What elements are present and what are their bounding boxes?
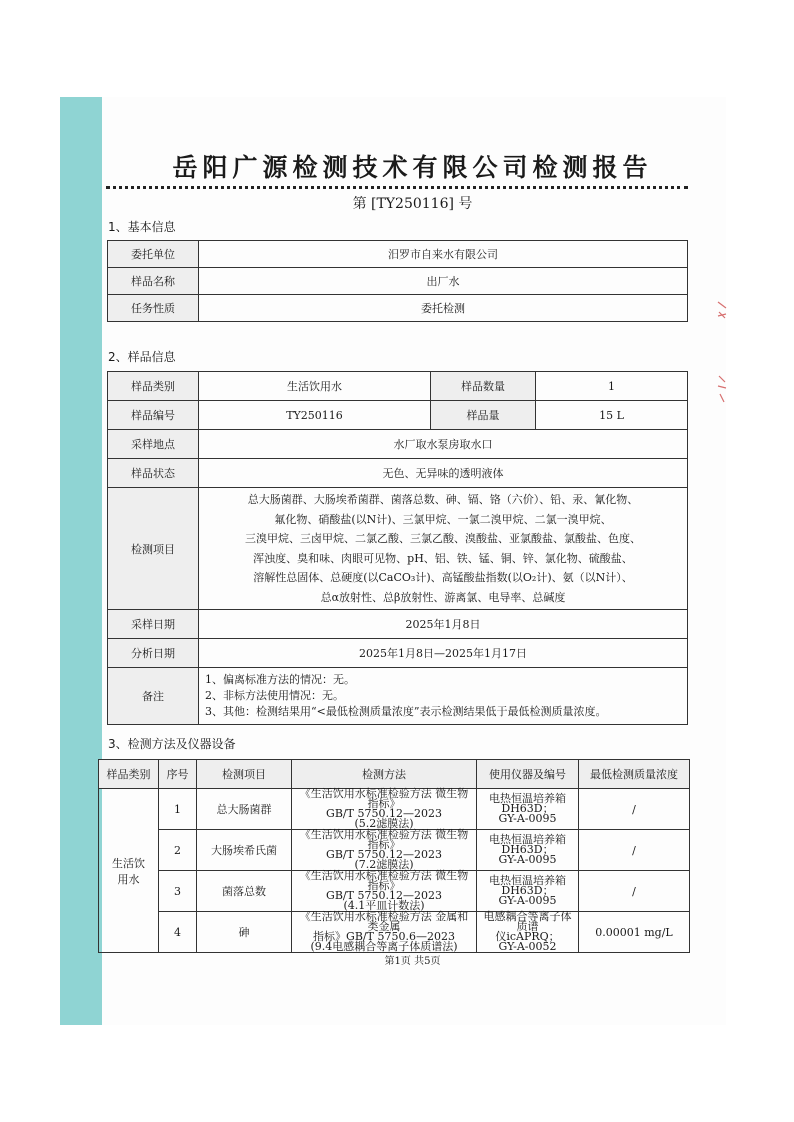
instrument-line: 电热恒温培养箱 bbox=[489, 833, 566, 846]
table-row bbox=[108, 268, 688, 295]
method-line: (5.2滤膜法) bbox=[354, 817, 414, 830]
method-line: 《生活饮用水标准检验方法 微生物指标》 bbox=[299, 787, 469, 810]
table-row bbox=[108, 372, 688, 401]
value-test-items bbox=[199, 488, 688, 610]
method-line: GB/T 5750.12—2023 bbox=[326, 848, 442, 861]
value-sample-name: 出厂水 bbox=[199, 268, 688, 295]
cell-instrument bbox=[477, 871, 579, 912]
remark-line: 3、其他：检测结果用“<最低检测质量浓度”表示检测结果低于最低检测质量浓度。 bbox=[205, 705, 607, 718]
table-row bbox=[108, 295, 688, 322]
value-sample-type: 生活饮用水 bbox=[199, 372, 431, 401]
scan-edge-strip bbox=[60, 97, 102, 1025]
table-header-row bbox=[99, 760, 690, 789]
instrument-line: 仪icAPRQ； bbox=[495, 930, 560, 943]
table-row bbox=[99, 830, 690, 871]
instrument-line: DH63D； bbox=[501, 843, 554, 856]
cell-instrument bbox=[477, 789, 579, 830]
instrument-line: GY-A-0052 bbox=[498, 940, 557, 953]
test-items-line: 氟化物、硝酸盐(以N计)、三氯甲烷、一氯二溴甲烷、二氯一溴甲烷、 bbox=[274, 512, 612, 526]
cell-no: 4 bbox=[159, 912, 197, 953]
basic-info-table bbox=[107, 240, 688, 322]
page-number: 第1页 共5页 bbox=[384, 956, 441, 967]
title-divider bbox=[106, 186, 688, 189]
col-header-category: 样品类别 bbox=[99, 760, 159, 789]
label-task-nature: 任务性质 bbox=[108, 295, 199, 322]
method-line: 指标》GB/T 5750.6—2023 bbox=[313, 930, 455, 943]
value-sample-amount: 15 L bbox=[536, 401, 688, 430]
remark-line: 2、非标方法使用情况：无。 bbox=[205, 689, 344, 702]
instrument-line: GY-A-0095 bbox=[498, 894, 557, 907]
cell-instrument bbox=[477, 912, 579, 953]
instrument-line: 电感耦合等离子体质谱 bbox=[483, 910, 572, 933]
cell-no: 3 bbox=[159, 871, 197, 912]
report-title: 岳阳广源检测技术有限公司检测报告 bbox=[172, 153, 653, 182]
value-remarks bbox=[199, 668, 688, 725]
label-sample-name: 样品名称 bbox=[108, 268, 199, 295]
section-sample-info-heading: 2、样品信息 bbox=[108, 350, 176, 364]
label-analysis-date: 分析日期 bbox=[108, 639, 199, 668]
label-sample-no: 样品编号 bbox=[108, 401, 199, 430]
section-basic-info-heading: 1、基本信息 bbox=[108, 220, 176, 234]
label-sampling-date: 采样日期 bbox=[108, 610, 199, 639]
cell-instrument bbox=[477, 830, 579, 871]
table-row bbox=[108, 430, 688, 459]
label-sample-type: 样品类别 bbox=[108, 372, 199, 401]
value-analysis-date: 2025年1月8日—2025年1月17日 bbox=[199, 639, 688, 668]
table-row bbox=[108, 610, 688, 639]
instrument-line: DH63D； bbox=[501, 802, 554, 815]
label-location: 采样地点 bbox=[108, 430, 199, 459]
value-task-nature: 委托检测 bbox=[199, 295, 688, 322]
methods-table bbox=[98, 759, 690, 953]
table-row bbox=[99, 789, 690, 830]
method-line: GB/T 5750.12—2023 bbox=[326, 889, 442, 902]
col-header-no: 序号 bbox=[159, 760, 197, 789]
value-sampling-date: 2025年1月8日 bbox=[199, 610, 688, 639]
method-line: 《生活饮用水标准检验方法 微生物指标》 bbox=[299, 869, 469, 892]
test-items-line: 溶解性总固体、总硬度(以CaCO₃计)、高锰酸盐指数(以O₂计)、氨（以N计）、 bbox=[253, 571, 633, 584]
cell-item: 砷 bbox=[197, 912, 292, 953]
col-header-instrument: 使用仪器及编号 bbox=[477, 760, 579, 789]
table-row bbox=[108, 241, 688, 268]
remark-line: 1、偏离标准方法的情况：无。 bbox=[205, 673, 355, 686]
value-sample-state: 无色、无异味的透明液体 bbox=[199, 459, 688, 488]
instrument-line: GY-A-0095 bbox=[498, 812, 557, 825]
instrument-line: 电热恒温培养箱 bbox=[489, 874, 566, 887]
instrument-line: DH63D； bbox=[501, 884, 554, 897]
method-line: 《生活饮用水标准检验方法 金属和类金属 bbox=[299, 910, 469, 933]
label-sample-amount: 样品量 bbox=[431, 401, 536, 430]
col-header-item: 检测项目 bbox=[197, 760, 292, 789]
table-row bbox=[99, 871, 690, 912]
table-row bbox=[99, 912, 690, 953]
cell-no: 2 bbox=[159, 830, 197, 871]
test-items-line: 浑浊度、臭和味、肉眼可见物、pH、铝、铁、锰、铜、锌、氯化物、硫酸盐、 bbox=[253, 551, 633, 565]
method-line: 《生活饮用水标准检验方法 微生物指标》 bbox=[299, 828, 469, 851]
method-line: (4.1平皿计数法) bbox=[343, 899, 425, 912]
sample-info-table bbox=[107, 371, 688, 725]
col-header-method: 检测方法 bbox=[292, 760, 477, 789]
test-items-line: 三溴甲烷、三卤甲烷、二氯乙酸、三氯乙酸、溴酸盐、亚氯酸盐、氯酸盐、色度、 bbox=[245, 532, 641, 545]
cell-limit: / bbox=[579, 789, 690, 830]
cell-item: 菌落总数 bbox=[197, 871, 292, 912]
value-client: 汨罗市自来水有限公司 bbox=[199, 241, 688, 268]
instrument-line: 电热恒温培养箱 bbox=[489, 792, 566, 805]
method-line: (7.2滤膜法) bbox=[354, 858, 414, 871]
instrument-line: GY-A-0095 bbox=[498, 853, 557, 866]
label-test-items: 检测项目 bbox=[108, 488, 199, 610]
cell-method bbox=[292, 871, 477, 912]
cell-item: 大肠埃希氏菌 bbox=[197, 830, 292, 871]
cell-item: 总大肠菌群 bbox=[197, 789, 292, 830]
cell-limit: 0.00001 mg/L bbox=[579, 912, 690, 953]
test-items-line: 总α放射性、总β放射性、游离氯、电导率、总碱度 bbox=[320, 590, 566, 604]
col-header-limit: 最低检测质量浓度 bbox=[579, 760, 690, 789]
label-sample-qty: 样品数量 bbox=[431, 372, 536, 401]
label-sample-state: 样品状态 bbox=[108, 459, 199, 488]
cell-method bbox=[292, 912, 477, 953]
label-remarks: 备注 bbox=[108, 668, 199, 725]
value-sample-no: TY250116 bbox=[199, 401, 431, 430]
label-client: 委托单位 bbox=[108, 241, 199, 268]
cell-no: 1 bbox=[159, 789, 197, 830]
cell-limit: / bbox=[579, 871, 690, 912]
cell-method bbox=[292, 830, 477, 871]
section-methods-heading: 3、检测方法及仪器设备 bbox=[108, 737, 236, 751]
cell-category: 生活饮用水 bbox=[99, 789, 159, 953]
seal-stamp-icon bbox=[716, 298, 728, 408]
method-line: (9.4电感耦合等离子体质谱法) bbox=[310, 940, 458, 953]
table-row bbox=[108, 668, 688, 725]
table-row bbox=[108, 459, 688, 488]
value-location: 水厂取水泵房取水口 bbox=[199, 430, 688, 459]
report-number: 第 [TY250116] 号 bbox=[352, 196, 473, 212]
table-row bbox=[108, 488, 688, 610]
test-items-line: 总大肠菌群、大肠埃希菌群、菌落总数、砷、镉、铬（六价）、铅、汞、氰化物、 bbox=[247, 493, 639, 506]
cell-method bbox=[292, 789, 477, 830]
cell-limit: / bbox=[579, 830, 690, 871]
table-row bbox=[108, 639, 688, 668]
method-line: GB/T 5750.12—2023 bbox=[326, 807, 442, 820]
value-sample-qty: 1 bbox=[536, 372, 688, 401]
table-row bbox=[108, 401, 688, 430]
seal-stamp-fragment bbox=[716, 298, 728, 408]
